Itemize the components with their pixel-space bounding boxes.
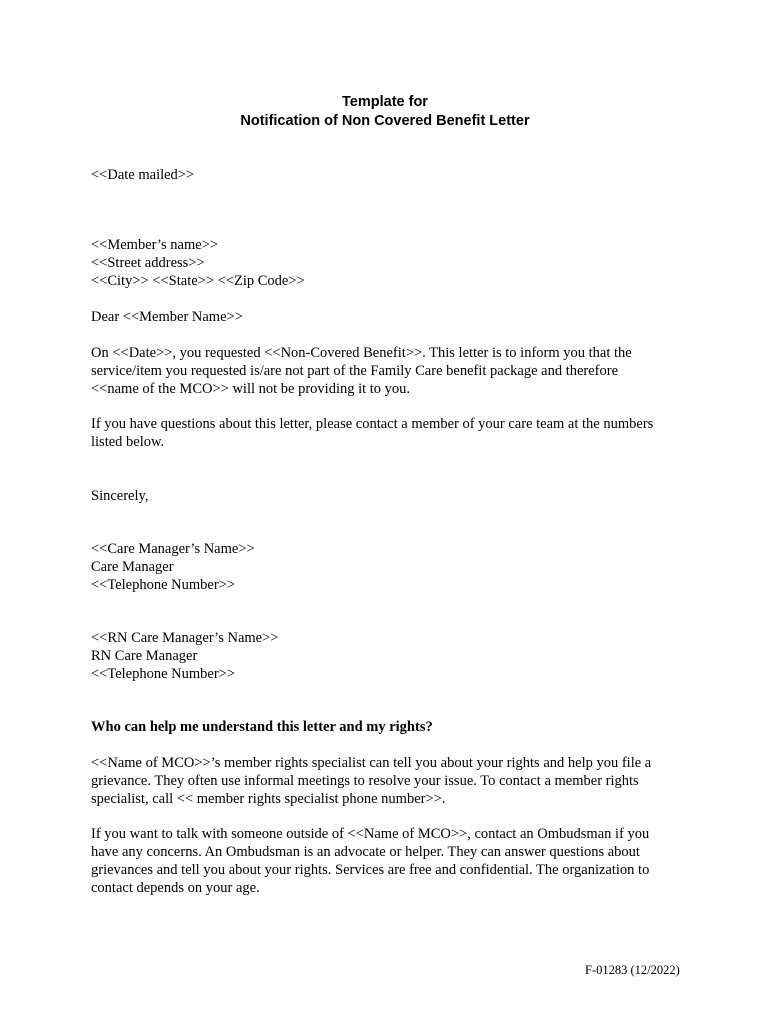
body-paragraph-2 bbox=[91, 415, 691, 451]
paragraph-line: If you want to talk with someone outside of <<Name of MCO>>, contact an Ombudsman if you bbox=[91, 826, 650, 842]
signature-line: <<Telephone Number>> bbox=[91, 666, 236, 682]
signature-line: Care Manager bbox=[91, 559, 174, 575]
salutation: Dear <<Member Name>> bbox=[91, 309, 243, 325]
paragraph-line: If you have questions about this letter, please contact a member of your care team at the numbers bbox=[91, 416, 654, 432]
signature-line: RN Care Manager bbox=[91, 648, 198, 664]
title-line-1: Template for bbox=[342, 94, 428, 110]
form-number: F-01283 (12/2022) bbox=[585, 963, 680, 977]
signature-line: <<Care Manager’s Name>> bbox=[91, 541, 255, 557]
paragraph-line: have any concerns. An Ombudsman is an advocate or helper. They can answer questions about bbox=[91, 844, 640, 860]
paragraph-line: contact depends on your age. bbox=[91, 880, 260, 896]
paragraph-line: grievance. They often use informal meetings to resolve your issue. To contact a member rights bbox=[91, 773, 639, 789]
paragraph-line: service/item you requested is/are not part of the Family Care benefit package and therefore bbox=[91, 363, 619, 379]
closing: Sincerely, bbox=[91, 488, 149, 504]
date-mailed: <<Date mailed>> bbox=[91, 167, 195, 183]
signature-line: <<RN Care Manager’s Name>> bbox=[91, 630, 279, 646]
paragraph-line: On <<Date>>, you requested <<Non-Covered Benefit>>. This letter is to inform you that the bbox=[91, 345, 632, 361]
rights-paragraph-2 bbox=[91, 825, 691, 897]
paragraph-line: <<name of the MCO>> will not be providing it to you. bbox=[91, 381, 411, 397]
paragraph-line: specialist, call << member rights specialist phone number>>. bbox=[91, 791, 446, 807]
rn-care-manager-signature bbox=[91, 629, 691, 683]
paragraph-line: <<Name of MCO>>’s member rights specialist can tell you about your rights and help you file a bbox=[91, 755, 652, 771]
signature-line: <<Telephone Number>> bbox=[91, 577, 236, 593]
paragraph-line: listed below. bbox=[91, 434, 165, 450]
address-line: <<City>> <<State>> <<Zip Code>> bbox=[91, 273, 305, 289]
body-paragraph-1 bbox=[91, 344, 691, 398]
care-manager-signature bbox=[91, 540, 691, 594]
paragraph-line: grievances and tell you about your rights. Services are free and confidential. The organization to bbox=[91, 862, 650, 878]
title-line-2: Notification of Non Covered Benefit Letter bbox=[240, 113, 530, 129]
rights-paragraph-1 bbox=[91, 754, 691, 808]
rights-heading: Who can help me understand this letter and my rights? bbox=[91, 719, 433, 735]
member-address bbox=[91, 236, 691, 290]
address-line: <<Street address>> bbox=[91, 255, 205, 271]
address-line: <<Member’s name>> bbox=[91, 237, 219, 253]
